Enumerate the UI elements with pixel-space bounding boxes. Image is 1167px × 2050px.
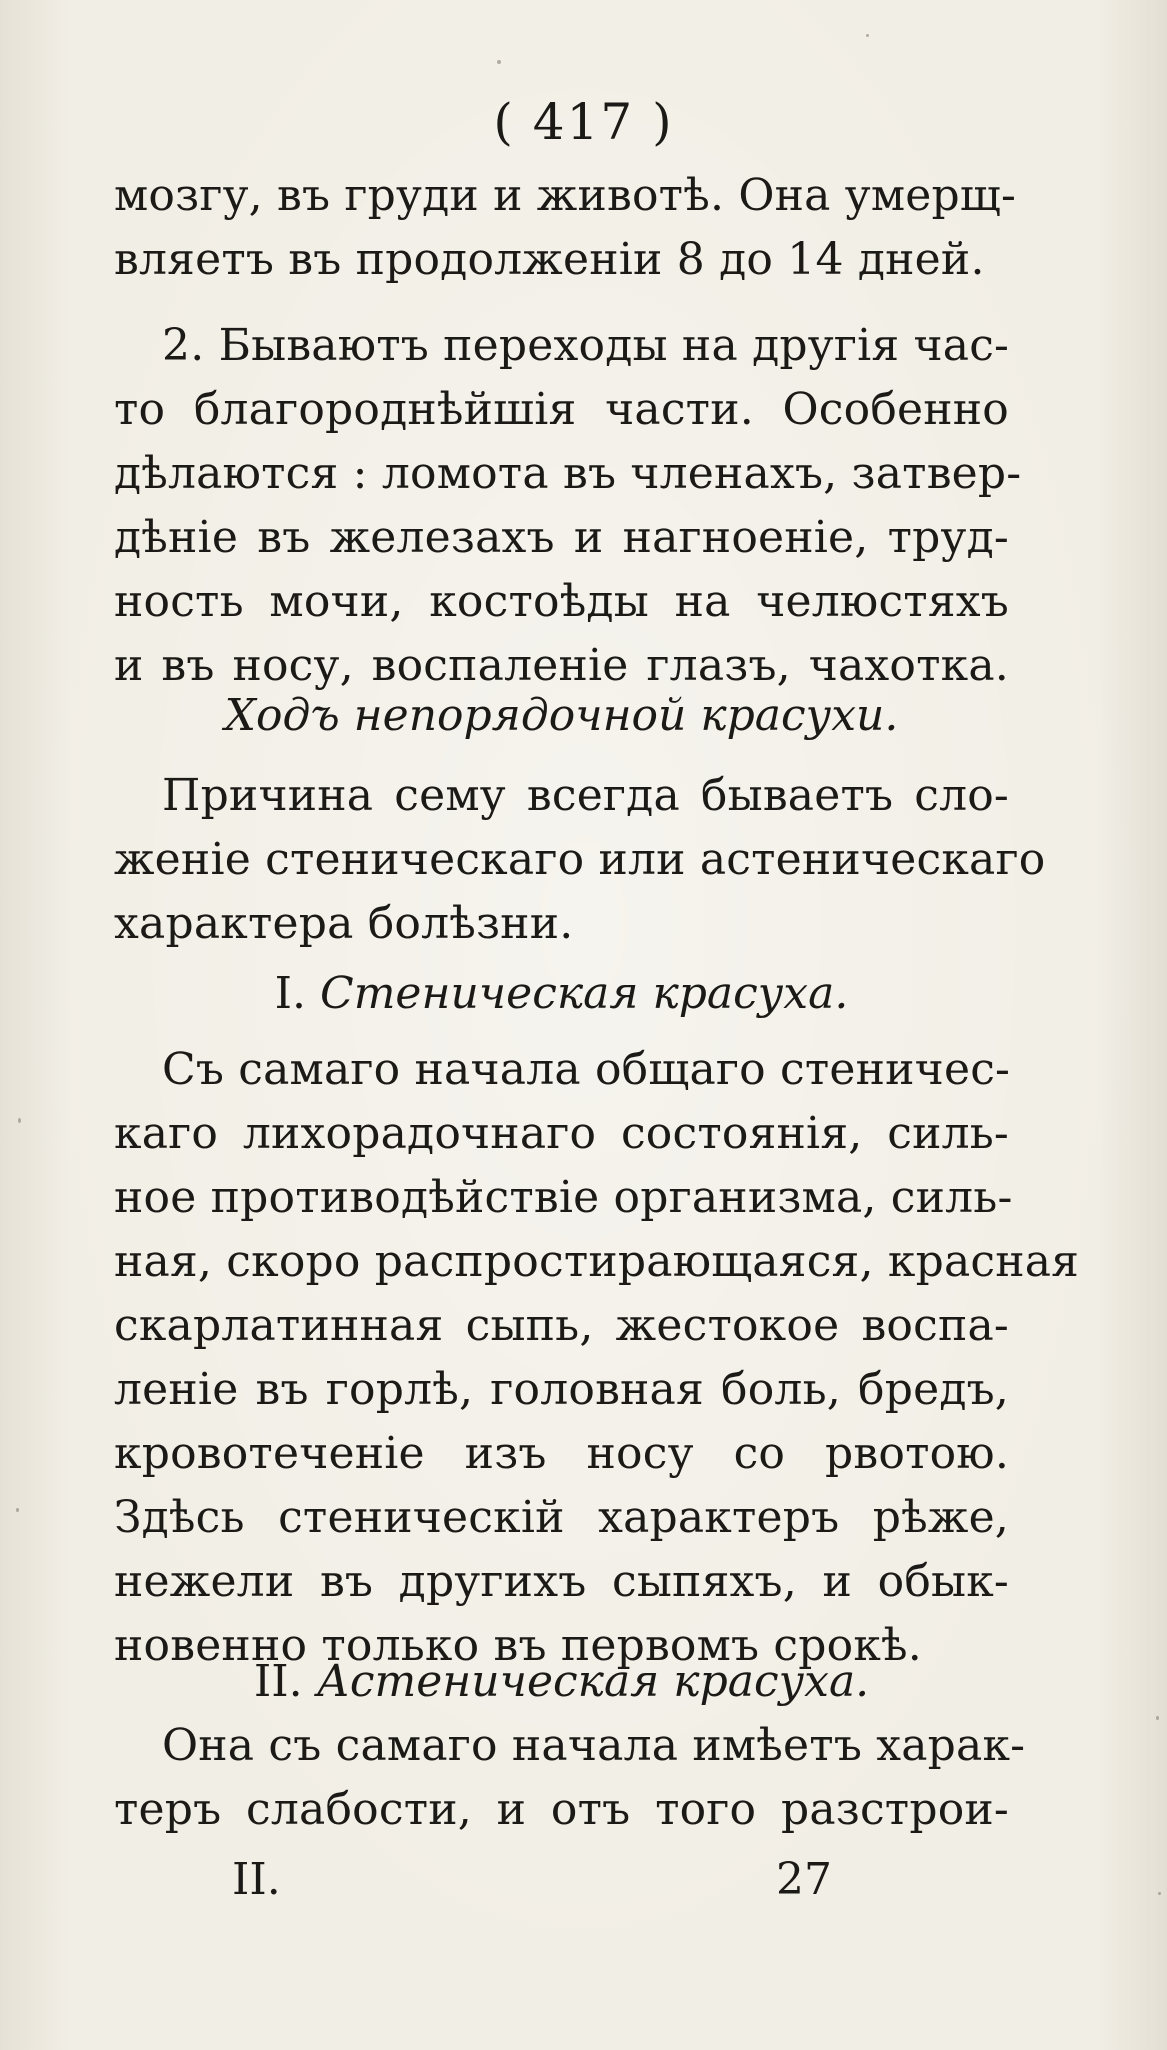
heading-text: Астеническая красуха. xyxy=(316,1656,870,1707)
heading-asthenic xyxy=(114,1650,1009,1714)
text-line: нежели въ другихъ сыпяхъ, и обык- xyxy=(114,1556,1009,1607)
text-line: скарлатинная сыпь, жестокое воспа- xyxy=(114,1300,1009,1351)
text-line: ность мочи, костоѣды на челюстяхъ xyxy=(114,576,1009,627)
paragraph-continuation xyxy=(114,164,1017,292)
paragraph-cause xyxy=(114,764,1046,956)
text-line: то благороднѣйшія части. Особенно xyxy=(114,384,1009,435)
heading-numeral: II. xyxy=(253,1656,303,1707)
text-line: вляетъ въ продолженіи 8 до 14 дней. xyxy=(114,234,985,285)
signature-mark: II. xyxy=(232,1854,281,1905)
text-line: Здѣсь стеническій характеръ рѣже, xyxy=(114,1492,1009,1543)
text-line: теръ слабости, и отъ того разстрои- xyxy=(114,1784,1009,1835)
text-line: дѣніе въ железахъ и нагноеніе, труд- xyxy=(114,512,1009,563)
catchword: 27 xyxy=(776,1854,832,1905)
paper-speck xyxy=(866,34,869,37)
paragraph-sthenic xyxy=(114,1038,1080,1678)
text-line: характера болѣзни. xyxy=(114,898,574,949)
text-line: новенно только въ первомъ срокѣ. xyxy=(114,1620,922,1671)
text-line: ная, скоро распростирающаяся, красная xyxy=(114,1236,1080,1287)
paragraph-asthenic xyxy=(114,1714,1026,1842)
text-line: каго лихорадочнаго состоянія, силь- xyxy=(114,1108,1009,1159)
text-line: дѣлаются : ломота въ членахъ, затвер- xyxy=(114,448,1022,499)
section-heading xyxy=(114,684,1009,748)
paper-speck xyxy=(497,60,501,64)
page-number: ( 417 ) xyxy=(493,93,674,151)
paper-speck xyxy=(18,1118,21,1123)
text-line: 2. Бываютъ переходы на другія час- xyxy=(162,320,1010,371)
text-line: и въ носу, воспаленіе глазъ, чахотка. xyxy=(114,640,1009,691)
paper-speck xyxy=(16,1508,19,1512)
section-heading xyxy=(114,962,1009,1026)
heading-irregular-course: Ходъ непорядочной красухи. xyxy=(224,690,899,741)
text-line: кровотеченіе изъ носу со рвотою. xyxy=(114,1428,1009,1479)
heading-numeral: I. xyxy=(274,968,307,1019)
section-heading xyxy=(114,1650,1009,1714)
text-line: мозгу, въ груди и животѣ. Она умерщ- xyxy=(114,170,1017,221)
paragraph-transitions xyxy=(114,314,1022,698)
text-line: леніе въ горлѣ, головная боль, бредъ, xyxy=(114,1364,1009,1415)
text-line: Причина сему всегда бываетъ сло- xyxy=(162,770,1009,821)
heading-sthenic xyxy=(114,962,1009,1026)
paper-speck xyxy=(1156,1716,1159,1720)
text-line: Съ самаго начала общаго стеничес- xyxy=(162,1044,1011,1095)
text-line: ное противодѣйствіе организма, силь- xyxy=(114,1172,1013,1223)
paper-speck xyxy=(1158,1892,1161,1895)
text-line: Она съ самаго начала имѣетъ харак- xyxy=(162,1720,1026,1771)
heading-text: Стеническая красуха. xyxy=(320,968,849,1019)
text-line: женіе стеническаго или астеническаго xyxy=(114,834,1046,885)
